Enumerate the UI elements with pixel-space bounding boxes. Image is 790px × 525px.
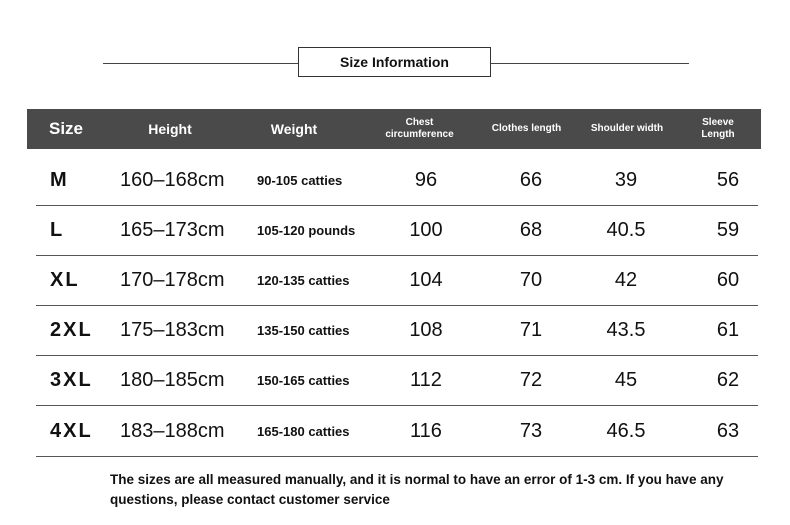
cell-weight: 105-120 pounds xyxy=(257,222,356,238)
table-row xyxy=(36,305,758,356)
cell-weight: 120-135 catties xyxy=(257,272,350,288)
cell-size: XL xyxy=(50,268,80,291)
cell-clothes-length: 68 xyxy=(519,218,543,241)
cell-height: 175–183cm xyxy=(120,318,225,341)
cell-size: L xyxy=(50,218,65,241)
title-rule-left xyxy=(103,63,299,64)
cell-shoulder-width: 39 xyxy=(614,168,638,191)
cell-clothes-length: 70 xyxy=(519,268,543,291)
cell-clothes-length: 66 xyxy=(519,168,543,191)
header-weight: Weight xyxy=(270,121,318,137)
cell-size: 3XL xyxy=(50,368,93,391)
cell-chest: 108 xyxy=(409,318,443,341)
header-chest xyxy=(367,109,472,149)
cell-chest: 112 xyxy=(410,368,442,391)
cell-clothes-length: 71 xyxy=(519,318,543,341)
header-clothes-length: Clothes length xyxy=(491,123,562,134)
table-row xyxy=(36,406,758,457)
cell-height: 160–168cm xyxy=(120,168,225,191)
header-height: Height xyxy=(148,121,192,137)
cell-sleeve-length: 60 xyxy=(716,268,740,291)
cell-chest: 116 xyxy=(410,419,442,442)
header-sleeve-line2: Length xyxy=(701,129,735,140)
cell-size: 4XL xyxy=(50,419,93,442)
table-row xyxy=(36,155,758,206)
cell-shoulder-width: 46.5 xyxy=(606,419,646,442)
table-row xyxy=(36,255,758,306)
cell-chest: 100 xyxy=(409,218,443,241)
cell-clothes-length: 72 xyxy=(519,368,543,391)
header-sleeve-line1: Sleeve xyxy=(702,117,734,128)
cell-shoulder-width: 42 xyxy=(614,268,638,291)
table-header xyxy=(27,109,761,149)
cell-sleeve-length: 61 xyxy=(716,318,740,341)
cell-shoulder-width: 43.5 xyxy=(606,318,646,341)
header-sleeve-length xyxy=(687,109,749,149)
cell-sleeve-length: 59 xyxy=(716,218,740,241)
cell-size: M xyxy=(50,168,69,191)
cell-height: 170–178cm xyxy=(120,268,225,291)
cell-weight: 90-105 catties xyxy=(257,172,343,188)
title-rule-right xyxy=(491,63,689,64)
cell-shoulder-width: 40.5 xyxy=(606,218,646,241)
cell-clothes-length: 73 xyxy=(519,419,543,442)
header-chest-line1: Chest xyxy=(405,117,434,128)
cell-height: 165–173cm xyxy=(120,218,225,241)
cell-height: 183–188cm xyxy=(120,419,225,442)
header-chest-line2: circumference xyxy=(385,129,454,140)
cell-shoulder-width: 45 xyxy=(614,368,638,391)
cell-size: 2XL xyxy=(50,318,93,341)
cell-weight: 135-150 catties xyxy=(257,322,350,338)
cell-chest: 104 xyxy=(409,268,443,291)
cell-weight: 150-165 catties xyxy=(257,372,350,388)
cell-weight: 165-180 catties xyxy=(257,423,350,439)
cell-height: 180–185cm xyxy=(120,368,225,391)
header-shoulder-width: Shoulder width xyxy=(590,123,664,134)
cell-sleeve-length: 63 xyxy=(716,419,740,442)
measurement-note: The sizes are all measured manually, and it is normal to have an error of 1-3 cm. If you have any questions, please contact customer service xyxy=(110,472,724,507)
page-title: Size Information xyxy=(298,47,491,77)
cell-chest: 96 xyxy=(414,168,438,191)
table-row xyxy=(36,205,758,256)
cell-sleeve-length: 56 xyxy=(716,168,740,191)
header-size: Size xyxy=(48,119,84,138)
cell-sleeve-length: 62 xyxy=(716,368,740,391)
table-row xyxy=(36,355,758,406)
